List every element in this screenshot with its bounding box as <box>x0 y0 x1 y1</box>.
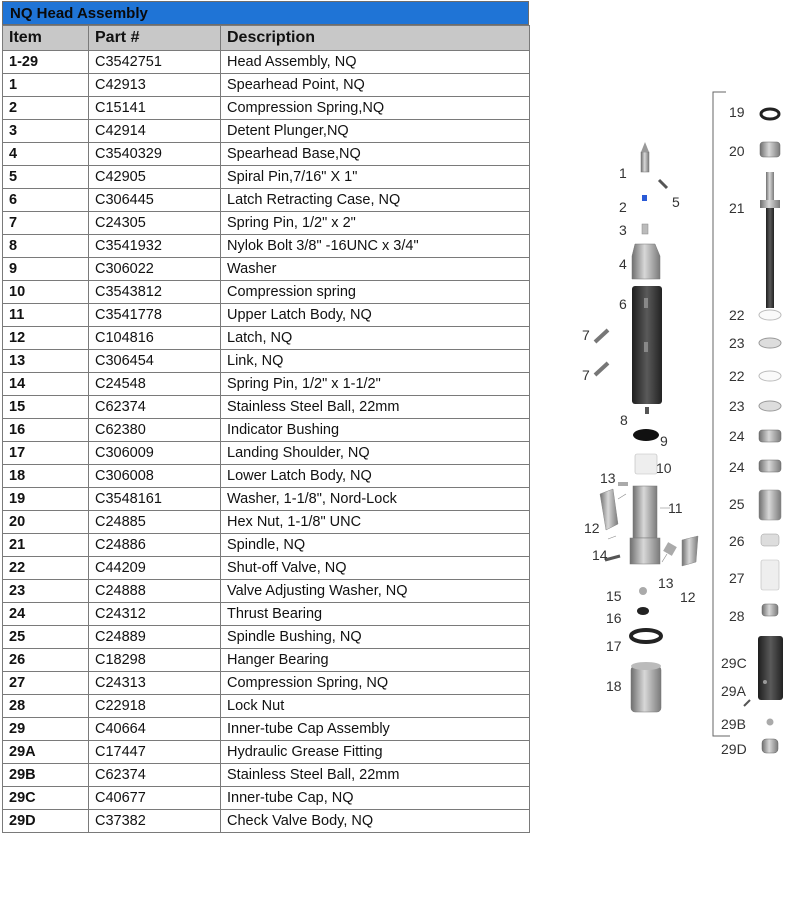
part-7-spring-pin-b <box>595 363 608 375</box>
cell-item: 29A <box>3 741 89 764</box>
callout-26: 26 <box>729 533 745 549</box>
table-row <box>3 281 530 304</box>
part-24-thrust-bearing-b <box>759 460 781 472</box>
cell-item: 27 <box>3 672 89 695</box>
cell-part-number: C62374 <box>89 764 221 787</box>
cell-part-number: C3543812 <box>89 281 221 304</box>
table-row <box>3 189 530 212</box>
cell-item: 13 <box>3 350 89 373</box>
cell-description: Landing Shoulder, NQ <box>221 442 530 465</box>
part-6-latch-case <box>632 286 662 404</box>
cell-description: Head Assembly, NQ <box>221 51 530 74</box>
cell-item: 22 <box>3 557 89 580</box>
cell-item: 26 <box>3 649 89 672</box>
table-row <box>3 166 530 189</box>
cell-part-number: C42914 <box>89 120 221 143</box>
cell-description: Spring Pin, 1/2" x 2" <box>221 212 530 235</box>
part-8-nylok-bolt <box>645 407 649 414</box>
column-header-part-number: Part # <box>89 26 221 51</box>
cell-description: Washer <box>221 258 530 281</box>
cell-item: 29 <box>3 718 89 741</box>
part-13-link-a <box>618 482 628 486</box>
callout-6: 6 <box>619 296 627 312</box>
part-20-hex-nut <box>760 142 780 157</box>
cell-part-number: C24312 <box>89 603 221 626</box>
cell-description: Inner-tube Cap Assembly <box>221 718 530 741</box>
callout-13a: 13 <box>600 470 616 486</box>
table-row <box>3 488 530 511</box>
table-row <box>3 718 530 741</box>
cell-item: 1 <box>3 74 89 97</box>
cell-part-number: C3540329 <box>89 143 221 166</box>
cell-part-number: C3548161 <box>89 488 221 511</box>
cell-item: 16 <box>3 419 89 442</box>
part-3-plunger <box>642 224 648 234</box>
callout-9: 9 <box>660 433 668 449</box>
cell-item: 25 <box>3 626 89 649</box>
cell-item: 18 <box>3 465 89 488</box>
cell-item: 7 <box>3 212 89 235</box>
part-15-steel-ball <box>639 587 647 595</box>
cell-description: Link, NQ <box>221 350 530 373</box>
cell-part-number: C24548 <box>89 373 221 396</box>
cell-description: Spindle Bushing, NQ <box>221 626 530 649</box>
callout-2: 2 <box>619 199 627 215</box>
callout-22b: 22 <box>729 368 745 384</box>
callout-19: 19 <box>729 104 745 120</box>
exploded-view-svg <box>570 84 800 774</box>
cell-item: 9 <box>3 258 89 281</box>
table-row <box>3 672 530 695</box>
table-row <box>3 235 530 258</box>
cell-part-number: C22918 <box>89 695 221 718</box>
callout-11: 11 <box>668 500 683 516</box>
callout-24a: 24 <box>729 428 745 444</box>
column-header-description: Description <box>221 26 530 51</box>
table-row <box>3 764 530 787</box>
table-row <box>3 350 530 373</box>
parts-list <box>2 25 530 833</box>
callout-23b: 23 <box>729 398 745 414</box>
cell-item: 29D <box>3 810 89 833</box>
cell-item: 28 <box>3 695 89 718</box>
part-28-lock-nut <box>762 604 778 616</box>
part-29c-inner-tube-cap <box>758 636 783 700</box>
cell-part-number: C24889 <box>89 626 221 649</box>
cell-description: Valve Adjusting Washer, NQ <box>221 580 530 603</box>
cell-description: Nylok Bolt 3/8" -16UNC x 3/4" <box>221 235 530 258</box>
callout-25: 25 <box>729 496 745 512</box>
cell-part-number: C306008 <box>89 465 221 488</box>
cell-description: Spearhead Base,NQ <box>221 143 530 166</box>
callout-12b: 12 <box>680 589 696 605</box>
callout-23a: 23 <box>729 335 745 351</box>
cell-description: Lower Latch Body, NQ <box>221 465 530 488</box>
cell-item: 10 <box>3 281 89 304</box>
part-22-shutoff-valve-b <box>759 371 781 381</box>
cell-item: 15 <box>3 396 89 419</box>
cell-part-number: C24886 <box>89 534 221 557</box>
cell-part-number: C24313 <box>89 672 221 695</box>
table-row <box>3 120 530 143</box>
callout-13b: 13 <box>658 575 674 591</box>
column-header-item: Item <box>3 26 89 51</box>
part-12-latch-b <box>682 536 698 566</box>
table-row <box>3 810 530 833</box>
cell-item: 23 <box>3 580 89 603</box>
table-body <box>3 51 530 833</box>
table-row <box>3 626 530 649</box>
callout-8: 8 <box>620 412 628 428</box>
part-1-spearhead-point <box>641 142 649 172</box>
cell-item: 5 <box>3 166 89 189</box>
table-row <box>3 511 530 534</box>
table-row <box>3 534 530 557</box>
table-row <box>3 373 530 396</box>
cell-item: 17 <box>3 442 89 465</box>
cell-description: Hex Nut, 1-1/8" UNC <box>221 511 530 534</box>
callout-21: 21 <box>729 200 745 216</box>
cell-description: Check Valve Body, NQ <box>221 810 530 833</box>
table-row <box>3 327 530 350</box>
cell-description: Indicator Bushing <box>221 419 530 442</box>
cell-part-number: C37382 <box>89 810 221 833</box>
table-row <box>3 143 530 166</box>
callout-12a: 12 <box>584 520 600 536</box>
cell-part-number: C306445 <box>89 189 221 212</box>
callout-5: 5 <box>672 194 680 210</box>
cell-part-number: C3541932 <box>89 235 221 258</box>
assembly-bracket <box>713 92 730 736</box>
cell-part-number: C42913 <box>89 74 221 97</box>
table-row <box>3 695 530 718</box>
part-29a-grease-fitting <box>744 700 750 706</box>
cell-description: Spearhead Point, NQ <box>221 74 530 97</box>
callout-29b: 29B <box>721 716 746 732</box>
part-26-hanger-bearing <box>761 534 779 546</box>
table-row <box>3 97 530 120</box>
cell-part-number: C3541778 <box>89 304 221 327</box>
cell-item: 14 <box>3 373 89 396</box>
cell-description: Thrust Bearing <box>221 603 530 626</box>
cell-item: 29B <box>3 764 89 787</box>
callout-16: 16 <box>606 610 622 626</box>
cell-item: 2 <box>3 97 89 120</box>
cell-part-number: C306009 <box>89 442 221 465</box>
callout-29c: 29C <box>721 655 747 671</box>
callout-7b: 7 <box>582 367 590 383</box>
callout-29a: 29A <box>721 683 746 699</box>
cell-part-number: C3542751 <box>89 51 221 74</box>
cell-part-number: C306022 <box>89 258 221 281</box>
part-27-compression-spring <box>761 560 779 590</box>
cell-item: 6 <box>3 189 89 212</box>
table-row <box>3 419 530 442</box>
callout-10: 10 <box>656 460 672 476</box>
callout-7a: 7 <box>582 327 590 343</box>
cell-part-number: C15141 <box>89 97 221 120</box>
cell-part-number: C44209 <box>89 557 221 580</box>
part-22-shutoff-valve-a <box>759 310 781 320</box>
table-row <box>3 258 530 281</box>
part-10-compression-spring <box>635 454 657 474</box>
cell-description: Spring Pin, 1/2" x 1-1/2" <box>221 373 530 396</box>
cell-description: Spindle, NQ <box>221 534 530 557</box>
part-11-upper-latch-body <box>630 486 660 564</box>
cell-part-number: C104816 <box>89 327 221 350</box>
cell-item: 3 <box>3 120 89 143</box>
cell-item: 12 <box>3 327 89 350</box>
table-row <box>3 212 530 235</box>
part-21-spindle <box>760 172 780 308</box>
table-row <box>3 51 530 74</box>
table-title: NQ Head Assembly <box>2 1 529 25</box>
cell-part-number: C306454 <box>89 350 221 373</box>
callout-18: 18 <box>606 678 622 694</box>
part-23-adjusting-washer-b <box>759 401 781 411</box>
part-23-adjusting-washer-a <box>759 338 781 348</box>
cell-part-number: C40664 <box>89 718 221 741</box>
part-9-washer <box>633 429 659 441</box>
table-row <box>3 442 530 465</box>
cell-item: 21 <box>3 534 89 557</box>
callout-24b: 24 <box>729 459 745 475</box>
cell-description: Inner-tube Cap, NQ <box>221 787 530 810</box>
cell-description: Compression Spring, NQ <box>221 672 530 695</box>
cell-description: Shut-off Valve, NQ <box>221 557 530 580</box>
part-2-spring <box>642 195 647 201</box>
cell-item: 4 <box>3 143 89 166</box>
callout-22a: 22 <box>729 307 745 323</box>
part-29d-check-valve-body <box>762 739 778 753</box>
cell-description: Washer, 1-1/8", Nord-Lock <box>221 488 530 511</box>
table-row <box>3 465 530 488</box>
cell-part-number: C62380 <box>89 419 221 442</box>
cell-item: 8 <box>3 235 89 258</box>
part-12-latch-a <box>600 489 618 530</box>
cell-part-number: C24885 <box>89 511 221 534</box>
cell-part-number: C42905 <box>89 166 221 189</box>
table-row <box>3 741 530 764</box>
part-7-spring-pin-a <box>595 330 608 342</box>
callout-1: 1 <box>619 165 627 181</box>
cell-part-number: C24888 <box>89 580 221 603</box>
part-5-spiral-pin <box>659 180 667 188</box>
cell-part-number: C62374 <box>89 396 221 419</box>
callout-27: 27 <box>729 570 745 586</box>
part-13-link-b <box>663 542 677 556</box>
callout-17: 17 <box>606 638 622 654</box>
cell-description: Stainless Steel Ball, 22mm <box>221 764 530 787</box>
part-16-indicator-bushing <box>637 607 649 615</box>
table-row <box>3 580 530 603</box>
callout-28: 28 <box>729 608 745 624</box>
cell-item: 20 <box>3 511 89 534</box>
part-25-spindle-bushing <box>759 490 781 520</box>
table-row <box>3 396 530 419</box>
part-4-spearhead-base <box>632 244 660 279</box>
cell-description: Hanger Bearing <box>221 649 530 672</box>
cell-description: Stainless Steel Ball, 22mm <box>221 396 530 419</box>
cell-part-number: C40677 <box>89 787 221 810</box>
cell-description: Hydraulic Grease Fitting <box>221 741 530 764</box>
cell-part-number: C24305 <box>89 212 221 235</box>
part-17-landing-shoulder <box>631 630 661 642</box>
cell-item: 24 <box>3 603 89 626</box>
cell-item: 11 <box>3 304 89 327</box>
table-row <box>3 304 530 327</box>
callout-3: 3 <box>619 222 627 238</box>
cell-item: 19 <box>3 488 89 511</box>
callout-20: 20 <box>729 143 745 159</box>
table-row <box>3 787 530 810</box>
part-29b-steel-ball <box>767 719 774 726</box>
callout-4: 4 <box>619 256 627 272</box>
exploded-diagram <box>570 84 800 774</box>
part-24-thrust-bearing-a <box>759 430 781 442</box>
cell-description: Compression Spring,NQ <box>221 97 530 120</box>
callout-15: 15 <box>606 588 622 604</box>
callout-29d: 29D <box>721 741 747 757</box>
cell-part-number: C18298 <box>89 649 221 672</box>
cell-description: Detent Plunger,NQ <box>221 120 530 143</box>
callout-14: 14 <box>592 547 608 563</box>
table-row <box>3 649 530 672</box>
table-row <box>3 557 530 580</box>
cell-part-number: C17447 <box>89 741 221 764</box>
header-row <box>3 26 530 51</box>
parts-table <box>2 1 529 833</box>
cell-item: 29C <box>3 787 89 810</box>
table-row <box>3 603 530 626</box>
cell-description: Spiral Pin,7/16" X 1" <box>221 166 530 189</box>
cell-item: 1-29 <box>3 51 89 74</box>
cell-description: Compression spring <box>221 281 530 304</box>
cell-description: Lock Nut <box>221 695 530 718</box>
cell-description: Latch, NQ <box>221 327 530 350</box>
cell-description: Latch Retracting Case, NQ <box>221 189 530 212</box>
table-row <box>3 74 530 97</box>
part-19-washer <box>761 109 779 119</box>
part-18-lower-latch-body <box>631 662 661 712</box>
cell-description: Upper Latch Body, NQ <box>221 304 530 327</box>
